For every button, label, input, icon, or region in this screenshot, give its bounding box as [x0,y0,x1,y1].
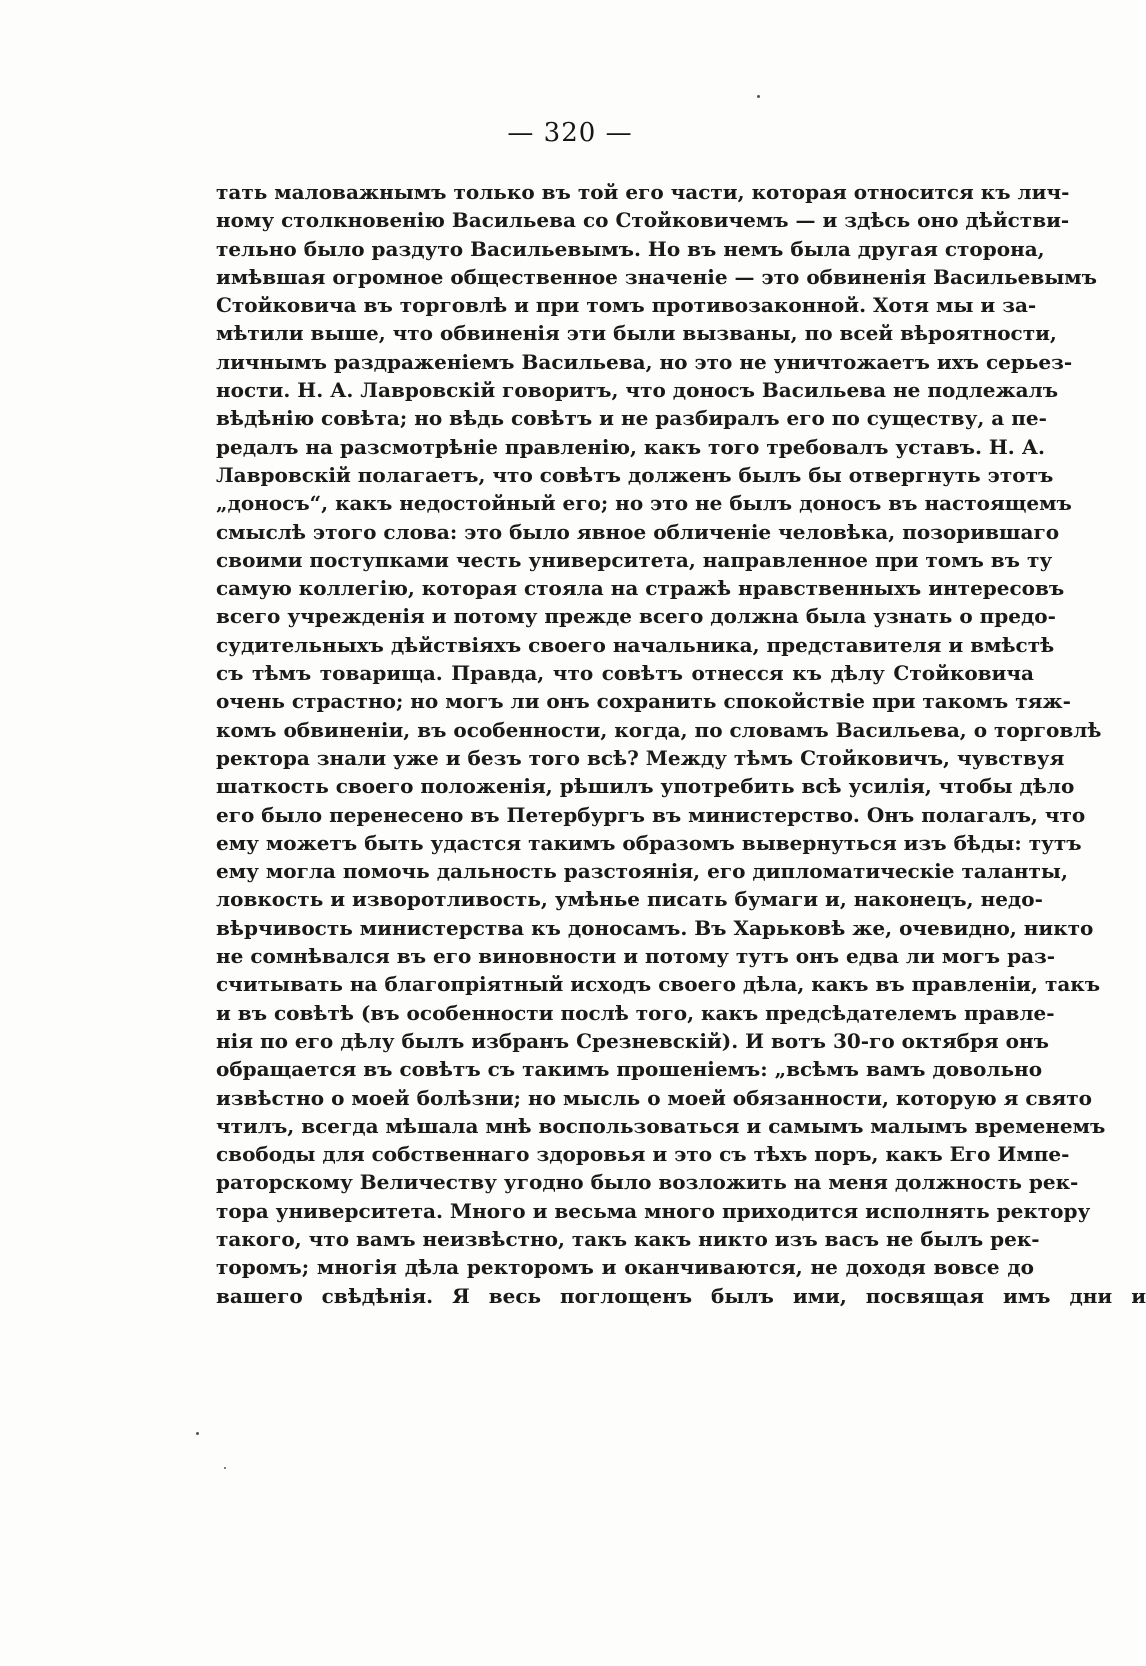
text-line: тора университета. Много и весьма много приходится исполнять ректору [216,1198,1091,1223]
text-line: личнымъ раздраженіемъ Васильева, но это не уничтожаетъ ихъ серьез- [216,349,1073,374]
scan-speck [224,1467,226,1469]
text-line: Лавровскій полагаетъ, что совѣтъ долженъ былъ бы отвергнуть этотъ [216,462,1054,487]
text-line: съ тѣмъ товарища. Правда, что совѣтъ отнесся къ дѣлу Стойковича [216,661,1034,686]
text-line: шаткость своего положенія, рѣшилъ употребить всѣ усилія, чтобы дѣло [216,774,1075,799]
text-line: ему можетъ быть удастся такимъ образомъ вывернуться изъ бѣды: тутъ [216,830,1082,855]
text-line: чтилъ, всегда мѣшала мнѣ воспользоваться и самымъ малымъ временемъ [216,1113,1106,1138]
text-line: раторскому Величеству угодно было возложить на меня должность рек- [216,1170,1079,1195]
text-line: ректора знали уже и безъ того всѣ? Между тѣмъ Стойковичъ, чувствуя [216,745,1065,770]
text-line: торомъ; многія дѣла ректоромъ и оканчиваются, не доходя вовсе до [216,1255,1034,1280]
text-line: своими поступками честь университета, направленное при томъ въ ту [216,547,1053,572]
text-line: извѣстно о моей болѣзни; но мысль о моей обязанности, которую я свято [216,1085,1092,1110]
text-line: вашего свѣдѣнія. Я весь поглощенъ былъ ими, посвящая имъ дни и [216,1283,1146,1308]
text-line: редалъ на разсмотрѣніе правленію, какъ того требовалъ уставъ. Н. А. [216,434,1045,459]
text-line: вѣдѣнію совѣта; но вѣдь совѣтъ и не разбиралъ его по существу, а пе- [216,406,1047,431]
text-line: мѣтили выше, что обвиненія эти были вызваны, по всей вѣроятности, [216,321,1057,346]
text-line: вѣрчивость министерства къ доносамъ. Въ Харьковѣ же, очевидно, никто [216,915,1094,940]
scan-speck [196,1432,199,1435]
text-line: тать маловажнымъ только въ той его части, которая относится къ лич- [216,180,1070,204]
text-line: ности. Н. А. Лавровскій говоритъ, что доносъ Васильева не подлежалъ [216,378,1059,403]
text-line: всего учрежденія и потому прежде всего должна была узнать о предо- [216,604,1056,629]
text-line: ему могла помочь дальность разстоянія, его дипломатическіе таланты, [216,859,1068,884]
text-line: смыслѣ этого слова: это было явное обличеніе человѣка, позорившаго [216,519,1060,544]
text-line: свободы для собственнаго здоровья и это съ тѣхъ поръ, какъ Его Импе- [216,1142,1070,1167]
body-text [216,178,1146,1310]
text-line: не сомнѣвался въ его виновности и потому тутъ онъ едва ли могъ раз- [216,944,1056,969]
text-line: такого, что вамъ неизвѣстно, такъ какъ никто изъ васъ не былъ рек- [216,1226,1040,1251]
text-line: Стойковича въ торговлѣ и при томъ противозаконной. Хотя мы и за- [216,293,1037,318]
text-line: имѣвшая огромное общественное значеніе — это обвиненія Васильевымъ [216,264,1098,289]
text-line: самую коллегію, которая стояла на стражѣ нравственныхъ интересовъ [216,576,1065,601]
text-line: обращается въ совѣтъ съ такимъ прошеніемъ: „всѣмъ вамъ довольно [216,1057,1043,1082]
text-line: комъ обвиненіи, въ особенности, когда, по словамъ Васильева, о торговлѣ [216,717,1102,742]
text-line: очень страстно; но могъ ли онъ сохранить спокойствіе при такомъ тяж- [216,689,1071,714]
page-number: — 320 — [507,118,633,148]
text-line: его было перенесено въ Петербургъ въ министерство. Онъ полагалъ, что [216,802,1086,827]
text-line: считывать на благопріятный исходъ своего дѣла, какъ въ правленіи, такъ [216,972,1101,997]
text-line: судительныхъ дѣйствіяхъ своего начальника, представителя и вмѣстѣ [216,632,1055,657]
text-line: ловкость и изворотливость, умѣнье писать бумаги и, наконецъ, недо- [216,887,1043,912]
scan-speck [757,95,760,98]
text-line: и въ совѣтѣ (въ особенности послѣ того, какъ предсѣдателемъ правле- [216,1000,1055,1025]
text-line: „доносъ“, какъ недостойный его; но это не былъ доносъ въ настоящемъ [216,491,1072,516]
text-line: ному столкновенію Васильева со Стойковичемъ — и здѣсь оно дѣйстви- [216,208,1070,233]
text-line: нія по его дѣлу былъ избранъ Срезневскій). И вотъ 30-го октября онъ [216,1028,1049,1053]
text-line: тельно было раздуто Васильевымъ. Но въ немъ была другая сторона, [216,236,1045,261]
